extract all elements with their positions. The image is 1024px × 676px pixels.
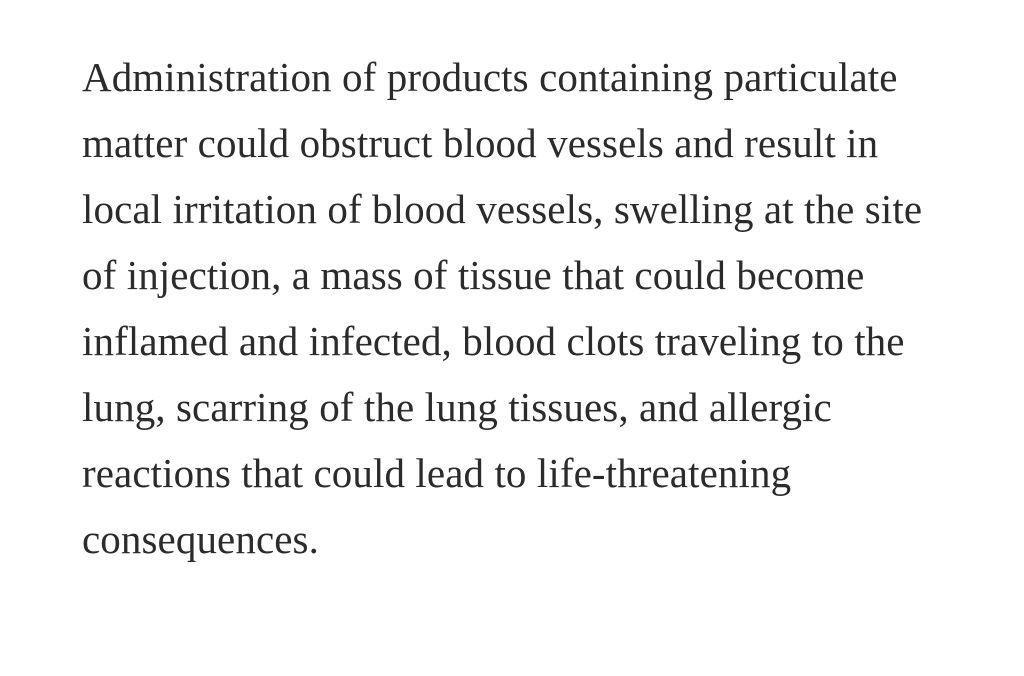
document-text-block [82,44,942,572]
body-paragraph: Administration of products containing particulate matter could obstruct blood vessels and result in local irritation of blood vessels, swelling at the site of injection, a mass of tissue that could become inflamed and infected, blood clots traveling to the lung, scarring of the lung tissues, and allergic reactions that could lead to life-threatening consequences. [82,54,923,562]
